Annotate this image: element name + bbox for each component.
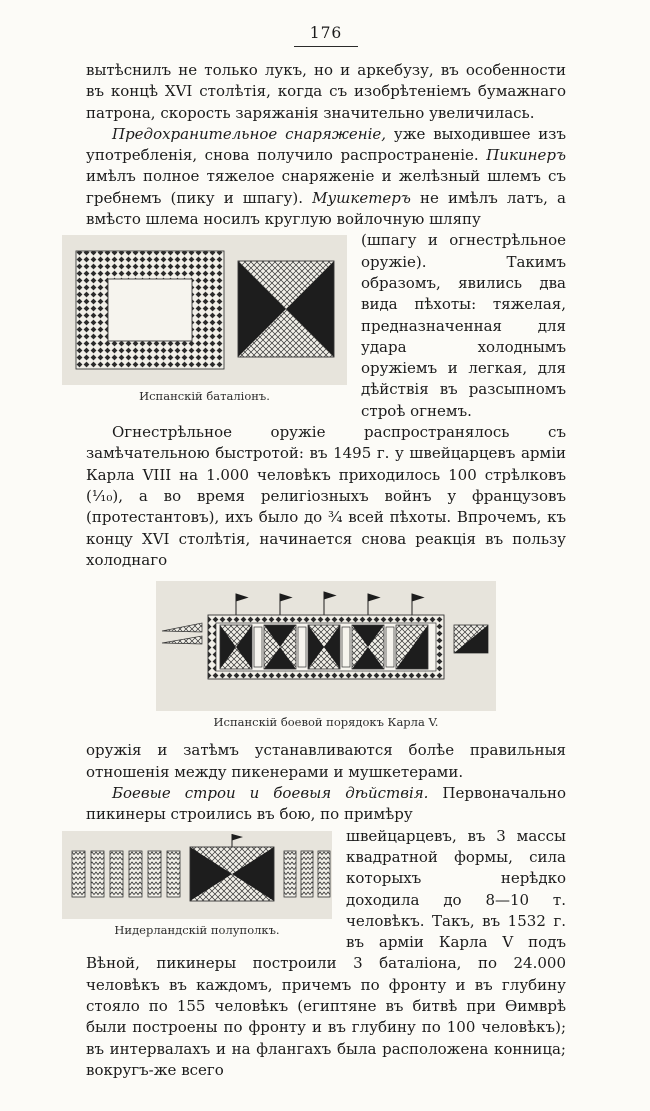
text-segment-italic: Пикинеръ: [486, 146, 566, 165]
paragraph-5: [86, 783, 566, 826]
text-segment: швейцарцевъ, въ 3 массы квадратной формы, сила которыхъ нерѣдко доходила до 8—10 т. человѣкъ. Такъ, въ 1532 г. въ арміи Карла V подъ Вѣной, пикинеры построили 3 баталіона, по 24.000 человѣкъ въ каждомъ, причемъ по фронту и въ глубину стояло по 155 человѣкъ (египтяне въ битвѣ при Ѳимврѣ были построены по фронту и въ глубину по 100 человѣкъ); въ интервалахъ и на флангахъ была расположена конница; вокругъ-же всего: [86, 826, 566, 1079]
right-column-units: [284, 851, 330, 897]
central-battalion-unit: [190, 847, 274, 901]
square-unit: [238, 261, 334, 357]
text-segment: уже выходившее изъ употребленія, снова получило распространеніе.: [86, 124, 566, 165]
text-segment: Огнестрѣльное оружіе распространялось съ замѣчательною быстротой: въ 1495 г. у швейцарцевъ арміи Карла VIII на 1.000 человѣкъ приходилось 100 стрѣлковъ (¹⁄₁₀), а во время религіозныхъ войнъ у французовъ (протестантовъ), ихъ было до ³⁄₄ всей пѣхоты. Впрочемъ, къ концу XVI столѣтія, начинается снова реакція въ пользу холоднаго: [86, 423, 566, 569]
paragraph-2: [86, 124, 566, 230]
figure-caption: Нидерландскій полуполкъ.: [114, 922, 280, 937]
paragraph-1: [86, 60, 566, 124]
page-number: 176: [294, 22, 359, 47]
text-segment: вытѣснилъ не только лукъ, но и аркебузу, въ особенности въ концѣ XVI столѣтія, когда съ изобрѣтеніемъ бумажнаго патрона, скорость заряжанія значительно увеличилась.: [86, 61, 566, 122]
text-segment-italic: Мушкетеръ: [312, 188, 411, 207]
right-outlier-unit: [454, 625, 488, 653]
figure-row: [86, 581, 566, 732]
spanish-battle-order-diagram: [156, 581, 496, 711]
figure-caption: Испанскій боевой порядокъ Карла V.: [213, 715, 439, 730]
text-segment: имѣлъ полное тяжелое снаряженіе и желѣзный шлемъ съ гребнемъ (пику и шпагу).: [86, 167, 566, 207]
page-header: [86, 22, 566, 47]
square-unit: [264, 625, 296, 669]
text-segment-italic: Боевые строи и боевыя дѣйствія.: [112, 784, 429, 803]
dutch-half-regiment-diagram: [62, 831, 332, 919]
text-segment: оружія и затѣмъ устанавливаются болѣе правильныя отношенія между пикенерами и мушкетерами.: [86, 741, 566, 781]
figure-caption: Испанскій баталіонъ.: [139, 389, 270, 404]
paragraph-4: [86, 740, 566, 783]
spanish-battalion-diagram: [62, 235, 347, 385]
figure-dutch-half-regiment: [62, 831, 332, 938]
text-segment-italic: Предохранительное снаряженіе,: [112, 124, 387, 143]
square-unit: [396, 625, 428, 669]
text-segment: Первоначально пикинеры строились въ бою, по примѣру: [86, 784, 566, 824]
text-segment: (шпагу и огнестрѣльное оружіе). Такимъ образомъ, явились два вида пѣхоты: тяжелая, предназначенная для удара холоднымъ оружіемъ и легкая, для дѣйствія въ разсыпномъ строѣ огнемъ.: [361, 231, 566, 420]
figure-spanish-battle-order: [156, 581, 496, 730]
square-unit: [352, 625, 384, 669]
figure-spanish-battalion: [62, 235, 347, 404]
paragraph-3: [86, 422, 566, 571]
text-segment: не имѣлъ латъ, а вмѣсто шлема носилъ круглую войлочную шляпу: [86, 188, 566, 229]
square-unit: [220, 625, 252, 669]
square-unit: [308, 625, 340, 669]
